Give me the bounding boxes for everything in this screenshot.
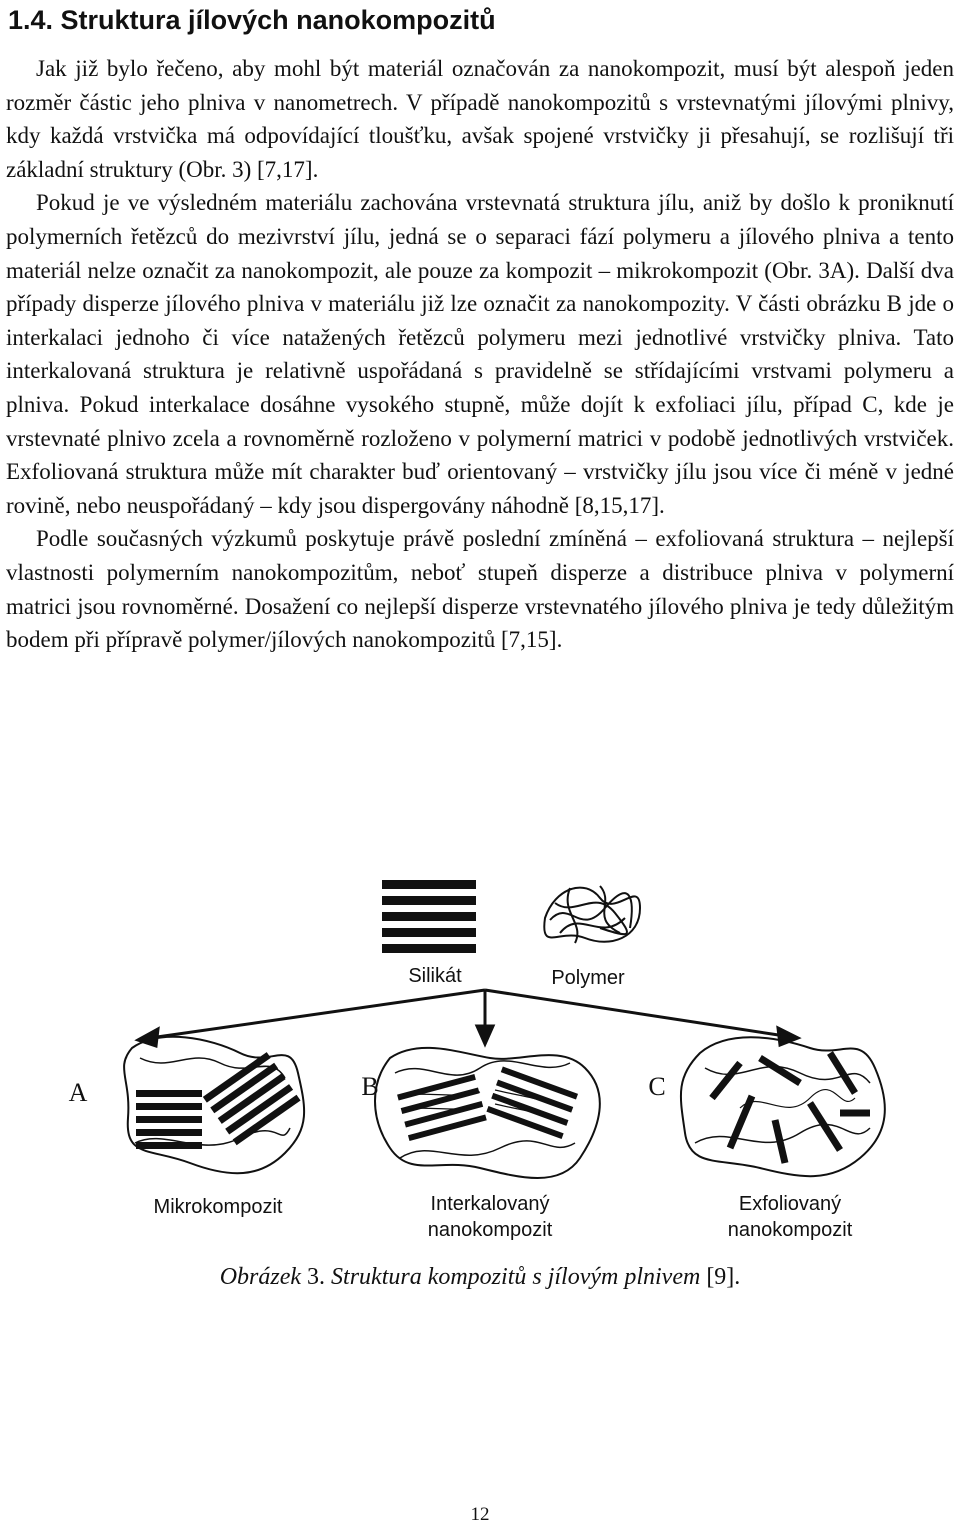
- label-silicate: Silikát: [408, 965, 462, 987]
- caption-prefix: Obrázek: [219, 1264, 302, 1290]
- paragraph-1: Jak již bylo řečeno, aby mohl být materiál označován za nanokompozit, musí být alespoň jeden rozměr částic jeho plniva v nanometrech. V případě nanokompozitů s vrstevnatými jílovými plnivy, kdy každá vrstvička má odpovídající tloušťku, avšak spojené vrstvičky ji přesahují, se rozlišují tři základní struktury (Obr. 3) [7,17].: [6, 56, 954, 182]
- caption-ref: [9].: [706, 1264, 741, 1290]
- arrows: [138, 990, 798, 1046]
- section-heading: 1.4. Struktura jílových nanokompozitů: [8, 5, 496, 35]
- figure-caption: [0, 1264, 960, 1291]
- microcomposite-panel: [124, 1037, 304, 1173]
- clay-structure-diagram: [40, 858, 920, 1258]
- silicate-stack-icon: [382, 880, 476, 953]
- label-a: A: [68, 1078, 88, 1107]
- label-polymer: Polymer: [551, 967, 625, 989]
- paragraph-3: Podle současných výzkumů poskytuje právě poslední zmíněná – exfoliovaná struktura – nejlepší vlastnosti polymerním nanokompozitům, neboť stupeň disperze a distribuce plniva v polymerní matrici jsou rovnoměrné. Dosažení co nejlepší disperze vrstevnatého jílového plniva je tedy důležitým bodem při přípravě polymer/jílových nanokompozitů [7,15].: [6, 526, 954, 653]
- label-intercalated-1: Interkalovaný: [430, 1193, 550, 1215]
- paragraph-2: Pokud je ve výsledném materiálu zachována vrstevnatá struktura jílu, aniž by došlo k proniknutí polymerních řetězců do mezivrství jílu, jedná se o separaci fází polymeru a jílového plniva a tento materiál nelze označit za nanokompozit, ale pouze za kompozit – mikrokompozit (Obr. 3A). Další dva případy disperze jílového plniva v materiálu již lze označit za nanokompozity. V části obrázku B jde o interkalaci jednoho či více natažených řetězců polymeru mezi jednotlivé vrstvičky plniva. Tato interkalovaná struktura je relativně uspořádaná s pravidelně se střídajícími vrstvami polymeru a plniva. Pokud interkalace dosáhne vysokého stupně, může dojít k exfoliaci jílu, případ C, kde je vrstevnaté plnivo zcela a rovnoměrně rozloženo v polymerní matrici v podobě jednotlivých vrstviček. Exfoliovaná struktura může mít charakter buď orientovaný – vrstvičky jílu jsou více či méně v jedné rovině, nebo neuspořádaný – kdy jsou dispergovány náhodně [8,15,17].: [6, 190, 954, 518]
- polymer-tangle-icon: [544, 886, 640, 943]
- label-b: B: [361, 1072, 379, 1101]
- intercalated-panel: [375, 1048, 600, 1178]
- label-exfoliated-2: nanokompozit: [727, 1219, 853, 1241]
- label-exfoliated-1: Exfoliovaný: [738, 1193, 842, 1215]
- label-c: C: [648, 1072, 666, 1101]
- label-intercalated-2: nanokompozit: [427, 1219, 553, 1241]
- label-microcomposite: Mikrokompozit: [153, 1196, 283, 1218]
- page-number: 12: [470, 1504, 490, 1525]
- figure-3: [40, 858, 920, 1258]
- caption-text: Struktura kompozitů s jílovým plnivem: [331, 1264, 701, 1290]
- body-text: [6, 52, 954, 657]
- exfoliated-panel: [681, 1037, 885, 1176]
- caption-number: 3.: [307, 1264, 326, 1290]
